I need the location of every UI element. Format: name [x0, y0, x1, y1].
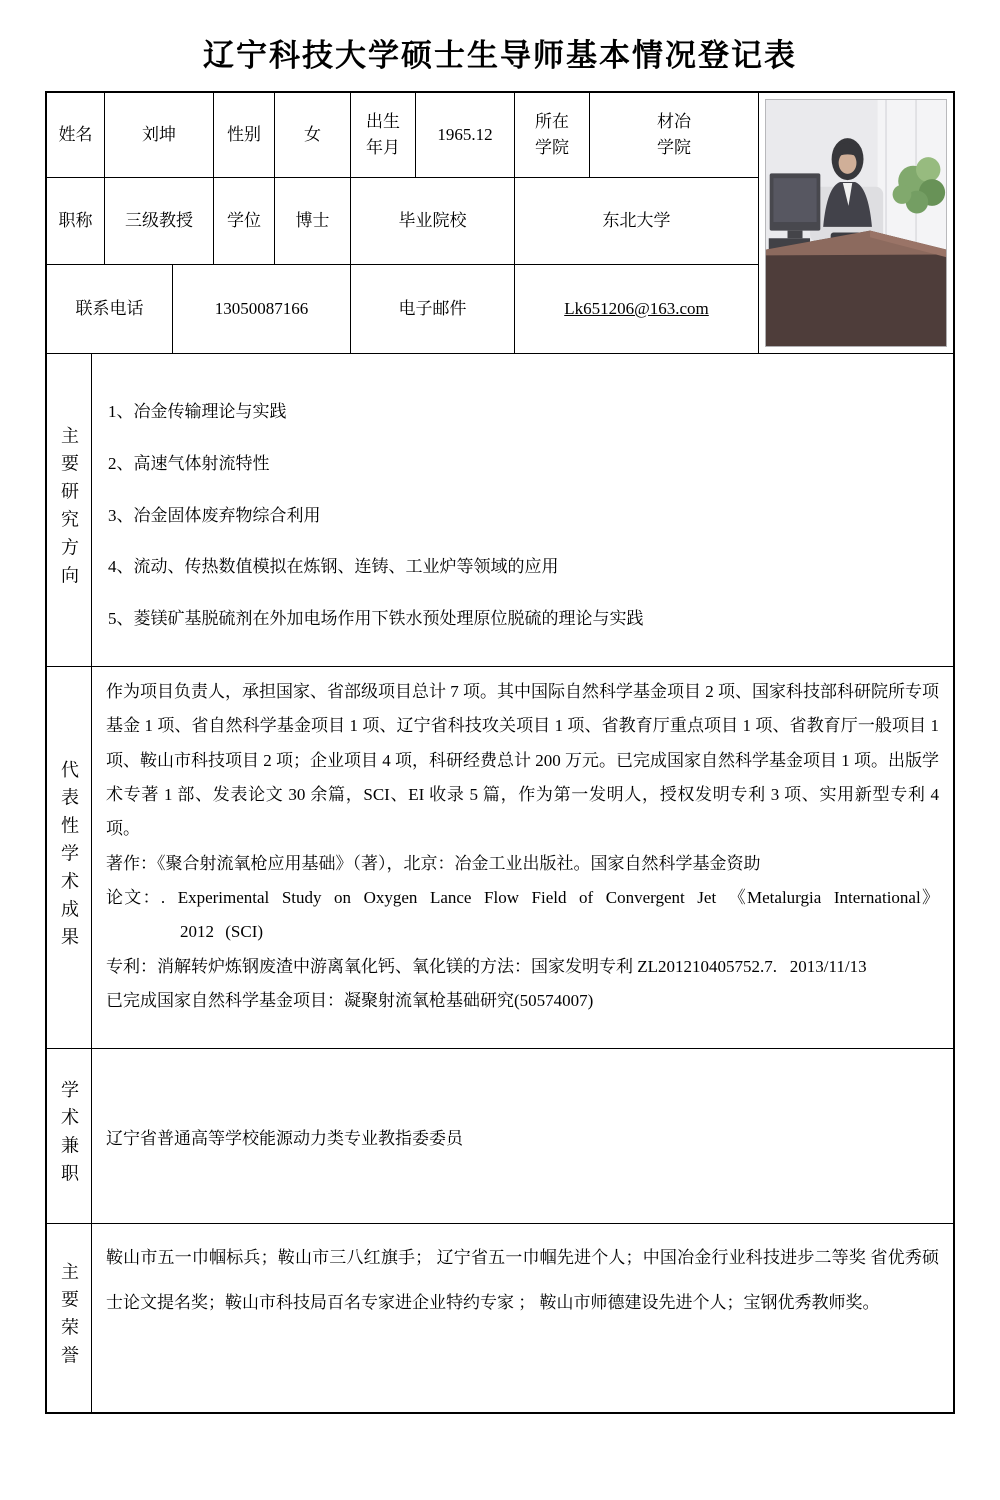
list-item: 2、高速气体射流特性	[108, 453, 270, 473]
achievements-paper: 论文：. Experimental Study on Oxygen Lance Flow Field of Convergent Jet 《Metalurgia International》 2012 (SCI)	[106, 887, 939, 942]
table-row	[47, 178, 759, 265]
section-research-directions	[47, 354, 953, 667]
achievements-completed-project: 已完成国家自然科学基金项目：凝聚射流氧枪基础研究(50574007)	[106, 990, 594, 1010]
supervisor-photo	[765, 99, 947, 347]
section-label-honors: 主要荣誉	[47, 1224, 92, 1412]
positions-content	[92, 1049, 953, 1223]
school-label: 毕业院校	[351, 178, 515, 264]
school-value: 东北大学	[515, 178, 759, 264]
degree-value: 博士	[275, 178, 351, 264]
college-label: 所在学院	[515, 93, 590, 177]
job-title-label: 职称	[47, 178, 105, 264]
section-label-achievements: 代表性学术成果	[47, 667, 92, 1048]
list-item: 1、冶金传输理论与实践	[108, 402, 287, 421]
section-label-research: 主要研究方向	[47, 354, 92, 666]
birth-label: 出生年月	[351, 93, 416, 177]
table-row	[47, 93, 759, 178]
supervisor-photo-cell	[759, 93, 953, 353]
basic-info-rows	[47, 93, 759, 353]
achievements-book: 著作：《聚合射流氧枪应用基础》（著），北京：冶金工业出版社。国家自然科学基金资助	[106, 853, 761, 873]
page-title: 辽宁科技大学硕士生导师基本情况登记表	[203, 38, 797, 73]
list-item: 3、冶金固体废弃物综合利用	[108, 505, 321, 525]
email-cell	[515, 265, 759, 353]
section-label-positions: 学术兼职	[47, 1049, 92, 1223]
section-academic-positions	[47, 1049, 953, 1224]
positions-text: 辽宁省普通高等学校能源动力类专业教指委委员	[106, 1128, 463, 1148]
achievements-summary: 作为项目负责人，承担国家、省部级项目总计 7 项。其中国际自然科学基金项目 2 项、国家科技部科研院所专项基金 1 项、省自然科学基金项目 1 项、辽宁省科技攻关项目 1 项、省教育厅重点项目 1 项、省教育厅一般项目 1 项、鞍山市科技项目 2 项；企业项目 4 项，科研经费总计 200 万元。已完成国家自然科学基金项目 1 项。出版学术专著 1 部、发表论文 30 余篇，SCI、EI 收录 5 篇，作为第一发明人，授权发明专利 3 项、实用新型专利 4 项。	[106, 682, 939, 839]
office-photo-illustration	[765, 99, 947, 347]
honors-text: 鞍山市五一巾帼标兵；鞍山市三八红旗手； 辽宁省五一巾帼先进个人；中国冶金行业科技进步二等奖 省优秀硕士论文提名奖；鞍山市科技局百名专家进企业特约专家 ； 鞍山市师德建设先进个人；宝钢优秀教师奖。	[106, 1248, 939, 1312]
gender-value: 女	[275, 93, 351, 177]
achievements-patent: 专利：消解转炉炼钢废渣中游离氧化钙、氧化镁的方法：国家发明专利 ZL201210405752.7. 2013/11/13	[106, 956, 867, 976]
achievements-content	[92, 667, 953, 1048]
honors-content	[92, 1224, 953, 1412]
list-item: 4、流动、传热数值模拟在炼钢、连铸、工业炉等领域的应用	[108, 557, 559, 577]
table-row	[47, 265, 759, 353]
email-label: 电子邮件	[351, 265, 515, 353]
name-label: 姓名	[47, 93, 105, 177]
email-link[interactable]: Lk651206@163.com	[564, 298, 709, 318]
birth-value: 1965.12	[416, 93, 515, 177]
phone-value: 13050087166	[173, 265, 351, 353]
degree-label: 学位	[214, 178, 275, 264]
basic-info-block	[47, 93, 953, 354]
college-value: 材冶学院	[590, 93, 759, 177]
supervisor-info-table	[45, 91, 955, 1414]
gender-label: 性别	[214, 93, 275, 177]
list-item: 5、菱镁矿基脱硫剂在外加电场作用下铁水预处理原位脱硫的理论与实践	[108, 609, 644, 629]
section-major-honors	[47, 1224, 953, 1412]
name-value: 刘坤	[105, 93, 214, 177]
research-directions-list	[92, 354, 953, 666]
section-academic-achievements	[47, 667, 953, 1049]
phone-label: 联系电话	[47, 265, 173, 353]
job-title-value: 三级教授	[105, 178, 214, 264]
